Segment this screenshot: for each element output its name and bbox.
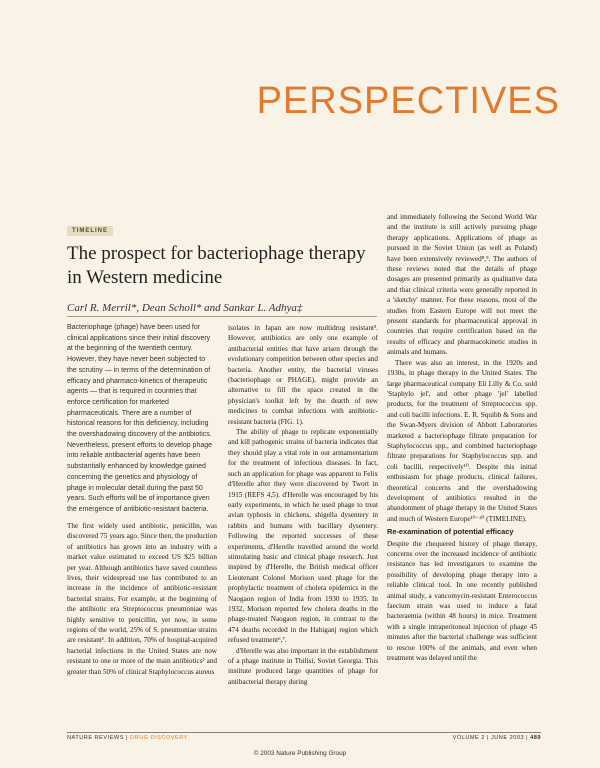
page-number: 489	[530, 735, 541, 741]
journal-section: DRUG DISCOVERY	[130, 735, 188, 741]
paragraph: isolates in Japan are now multidrug resistant³. However, antibiotics are only one example of antibacterial entities that have arisen through the evolutionary competition between other species and bacteria. Another entity, the bacterial viruses (bacteriophage or PHAGE), might provide an alternative to fill the space created in the physician's toolkit left by the dearth of new medicines to combat infections with antibiotic-resistant bacteria (FIG. 1).	[228, 324, 378, 426]
page-footer	[67, 735, 541, 745]
body-column-1	[67, 521, 217, 721]
title-divider	[67, 316, 377, 317]
abstract: Bacteriophage (phage) have been used for clinical applications since their initial discovery at the beginning of the twentieth century. However, they have never been subjected to the scrutiny — in terms of the determination of efficacy and pharmaco-kinetics of therapeutic agents — that is required in countries that enforce certification for marketed pharmaceuticals. There are a number of historical reasons for this deficiency, including the overshadowing discovery of the antibiotics. Nevertheless, present efforts to develop phage into reliable antibacterial agents have been substantially enhanced by knowledge gained concerning the genetics and physiology of phage in molecular detail during the past 50 years. Such efforts will be of importance given the emergence of antibiotic-resistant bacteria.	[67, 324, 213, 513]
footer-separator: |	[126, 735, 128, 741]
article-authors: Carl R. Merril*, Dean Scholl* and Sankar L. Adhya‡	[67, 302, 303, 314]
paragraph: Despite the chequered history of phage therapy, concerns over the increased incidence of antibiotic resistance has led investigators to examine the possibility of developing phage therapy into a reliable clinical tool. In one recently published animal study, a vancomycin-resistant Enterococcus faecium strain was used to induce a fatal bacteraemia (within 48 hours) in mice. Treatment with a single intraperitoneal injection of phage 45 minutes after the bacterial challenge was sufficient to rescue 100% of the animals, and even when treatment was delayed until the	[387, 539, 537, 663]
paragraph: d'Herelle was also important in the establishment of a phage institute in Tbilisi, Soviet Georgia. This institute produced large quantities of phage for antibacterial therapy during	[228, 646, 378, 686]
copyright: © 2003 Nature Publishing Group	[253, 750, 347, 757]
journal-name: NATURE REVIEWS	[67, 735, 124, 741]
volume-line	[453, 735, 541, 741]
paragraph: The first widely used antibiotic, penicillin, was discovered 75 years ago. Since then, the production of antibiotics has grown into an industry with a market value estimated to exceed US $25 billion per year. Although antibiotics have saved countless lives, their widespread use has contributed to an increase in the incidence of antibiotic-resistant bacterial strains. For example, at the beginning of the antibiotic era Streptococcus pneumoniae was highly sensitive to penicillin, yet now, in some regions of the world, 25% of S. pneumoniae strains are resistant¹. In addition, 70% of hospital-acquired bacterial infections in the United States are now resistant to one or more of the main antibiotics² and greater than 50% of clinical Staphylococcus aureus	[67, 522, 217, 676]
section-title: PERSPECTIVES	[256, 80, 560, 122]
timeline-tag: TIMELINE	[67, 226, 113, 236]
section-heading: Re-examination of potential efficacy	[387, 527, 514, 537]
paragraph: and immediately following the Second World War and the institute is still actively pursuing phage therapy applications. Applications of phage as pursued in the Soviet Union (as well as Poland) have been extensively reviewed⁸,⁹. The authors of these reviews noted that the details of phage dosages are presented primarily as qualitative data and that clinical criteria were generally reported in a 'sketchy' manner. For these reasons, most of the studies from Eastern Europe will not meet the present standards for pharmaceutical approval in countries that require certification based on the results of efficacy and pharmacokinetic studies in animals and humans.	[387, 213, 537, 357]
footer-divider	[67, 732, 541, 733]
paragraph: There was also an interest, in the 1920s and 1930s, in phage therapy in the United States. The large pharmaceutical company Eli Lilly & Co. sold 'Staphylo jel', and other phage 'jel' labelled products, for the treatment of Streptococcus spp. and coli bacilli infections. E. R. Squibb & Sons and the Swan-Myers division of Abbott Laboratories marketed a bacteriophage filtrate preparation for Staphylococcus spp., and combined bacteriophage filtrate preparations for Staphylococcus spp. and coli bacilli, respectively¹⁰. Despite this initial enthusiasm for phage products, clinical failures, theoretical concerns and the overshadowing development of antibiotics resulted in the abandonment of phage therapy in the United States and much of Western Europe¹⁰⁻²⁰ (TIMELINE).	[387, 358, 537, 523]
article-title: The prospect for bacteriophage therapy in Western medicine	[67, 243, 366, 288]
body-column-3	[387, 212, 537, 724]
journal-line	[67, 735, 188, 741]
body-column-2	[228, 323, 378, 721]
volume-date: VOLUME 2 | JUNE 2003 |	[452, 735, 529, 741]
paragraph: The ability of phage to replicate exponentially and kill pathogenic strains of bacteria indicates that they should play a vital role in our armamentarium for the treatment of infectious diseases. In fact, such an application for phage was apparent to Felix d'Herelle after they were discovered by Twort in 1915 (REFS 4,5). d'Herelle was encouraged by his early experiments, in which he used phage to treat avian typhosis in chickens, shigella dysentery in rabbits and humans with bacillary dysentery. Following the reported successes of these experiments, d'Herelle travelled around the world stimulating basic and clinical phage research. Just inspired by d'Herelle, the British medical officer Lieutenant Colonel Morison used phage for the prophylactic treatment of cholera epidemics in the Naogaon region of India from 1930 to 1935. In 1932, Morison reported few cholera deaths in the phage-treated Naogaon region, in contrast to the 474 deaths recorded in the Habiganj region which refused treatment⁶,⁷.	[228, 428, 378, 645]
